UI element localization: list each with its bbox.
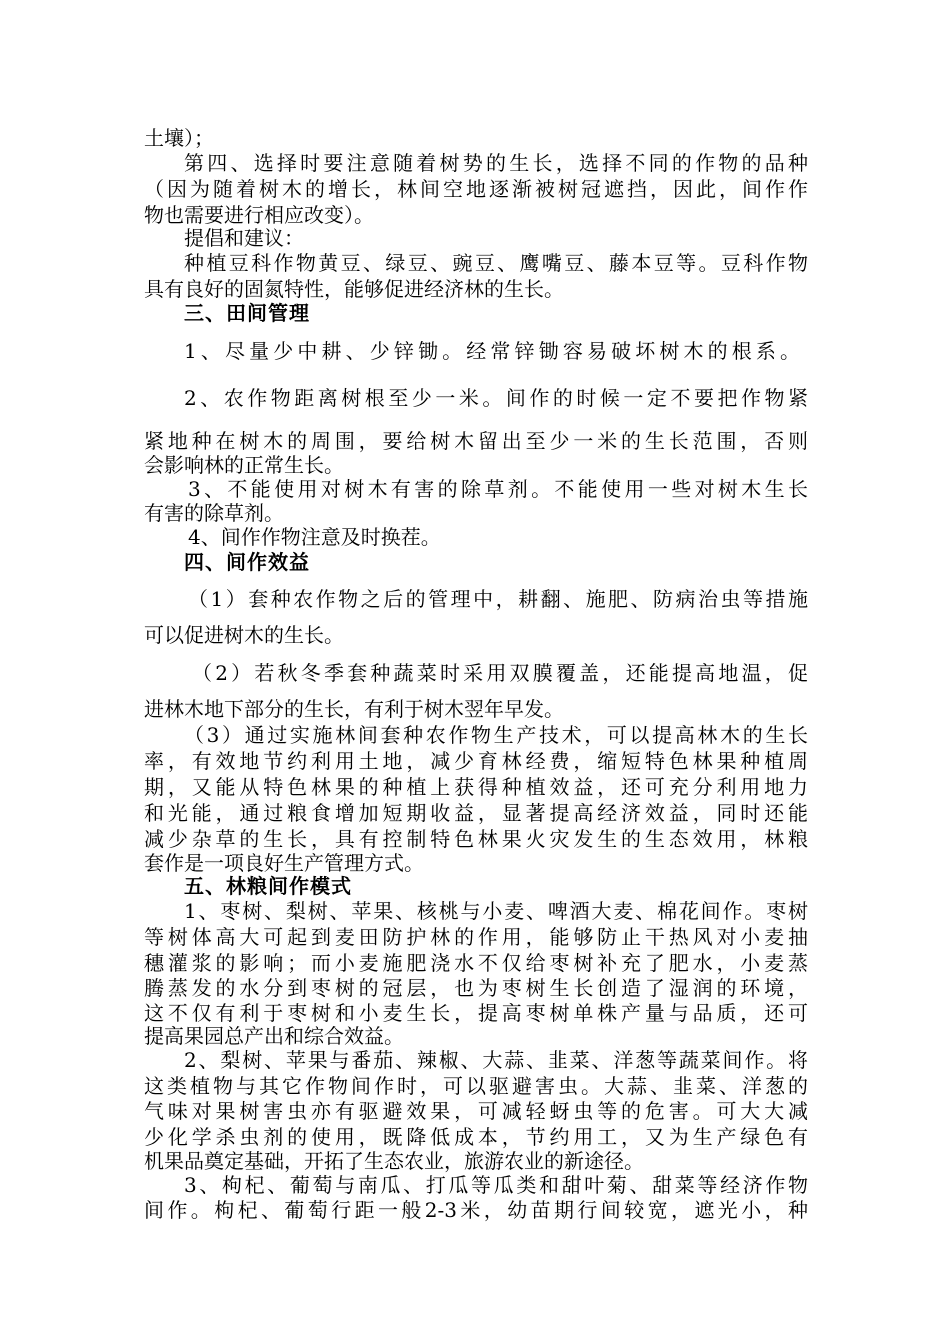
benefit-2-line-2: 进林木地下部分的生长，有利于树木翌年早发。: [144, 697, 564, 721]
section-heading-forest-grain-modes: 五、林粮间作模式: [184, 874, 352, 898]
benefit-2-line-1: （2）若秋冬季套种蔬菜时采用双膜覆盖，还能提高地温，促: [192, 661, 808, 685]
benefit-1-line-2: 可以促进树木的生长。: [144, 623, 344, 647]
benefit-3-line-5: 减少杂草的生长，具有控制特色林果火灾发生的生态效用，林粮: [144, 827, 808, 851]
benefit-3-line-2: 率，有效地节约利用土地，减少育林经费，缩短特色林果种植周: [144, 749, 808, 773]
management-item-2-line-3: 会影响林的正常生长。: [144, 453, 344, 477]
mode-1-line-2: 等树体高大可起到麦田防护林的作用，能够防止干热风对小麦抽: [144, 925, 808, 949]
management-item-3-line-2: 有害的除草剂。: [144, 501, 284, 525]
management-item-2-line-1: 2、农作物距离树根至少一米。间作的时候一定不要把作物紧: [184, 386, 808, 410]
benefit-3-line-1: （3）通过实施林间套种农作物生产技术，可以提高林木的生长: [184, 723, 808, 747]
mode-2-line-2: 这类植物与其它作物间作时，可以驱避害虫。大蒜、韭菜、洋葱的: [144, 1074, 808, 1098]
management-item-1: 1、尽量少中耕、少锌锄。经常锌锄容易破坏树木的根系。: [184, 339, 800, 363]
paragraph-fourth-line-1: 第四、选择时要注意随着树势的生长，选择不同的作物的品种: [184, 151, 808, 175]
benefit-3-line-4: 和光能，通过粮食增加短期收益，显著提高经济效益，同时还能: [144, 801, 808, 825]
paragraph-advice-line-1: 种植豆科作物黄豆、绿豆、豌豆、鹰嘴豆、藤本豆等。豆科作物: [184, 251, 808, 275]
mode-1-line-6: 提高果园总产出和综合效益。: [144, 1024, 404, 1048]
mode-1-line-1: 1、枣树、梨树、苹果、核桃与小麦、啤酒大麦、棉花间作。枣树: [184, 899, 808, 923]
mode-3-line-2: 间作。枸杞、葡萄行距一般2-3米，幼苗期行间较宽，遮光小，种: [144, 1198, 808, 1222]
mode-2-line-1: 2、梨树、苹果与番茄、辣椒、大蒜、韭菜、洋葱等蔬菜间作。将: [184, 1048, 808, 1072]
benefit-1-line-1: （1）套种农作物之后的管理中，耕翻、施肥、防病治虫等措施: [188, 587, 808, 611]
management-item-3-line-1: 3、不能使用对树木有害的除草剂。不能使用一些对树木生长: [188, 477, 808, 501]
benefit-3-line-6: 套作是一项良好生产管理方式。: [144, 851, 424, 875]
paragraph-advice-line-2: 具有良好的固氮特性，能够促进经济林的生长。: [144, 277, 564, 301]
paragraph-fourth-line-3: 物也需要进行相应改变）。: [144, 203, 374, 227]
mode-1-line-4: 腾蒸发的水分到枣树的冠层，也为枣树生长创造了湿润的环境，: [144, 976, 808, 1000]
benefit-3-line-3: 期，又能从特色林果的种植上获得种植效益，还可充分利用地力: [144, 775, 808, 799]
mode-3-line-1: 3、枸杞、葡萄与南瓜、打瓜等瓜类和甜叶菊、甜菜等经济作物: [184, 1173, 808, 1197]
advice-title: 提倡和建议：: [184, 226, 304, 250]
section-heading-intercrop-benefits: 四、间作效益: [184, 550, 310, 574]
mode-1-line-3: 穗灌浆的影响；而小麦施肥浇水不仅给枣树补充了肥水，小麦蒸: [144, 951, 808, 975]
management-item-4: 4、间作作物注意及时换茬。: [188, 525, 441, 549]
paragraph-fourth-line-2: （因为随着树木的增长，林间空地逐渐被树冠遮挡，因此，间作作: [144, 177, 808, 201]
management-item-2-line-2: 紧地种在树木的周围，要给树木留出至少一米的生长范围，否则: [144, 429, 808, 453]
mode-2-line-4: 少化学杀虫剂的使用，既降低成本，节约用工，又为生产绿色有: [144, 1125, 808, 1149]
paragraph-soil-tail-line-1: 土壤）；: [144, 126, 214, 150]
section-heading-field-management: 三、田间管理: [184, 301, 310, 325]
mode-2-line-5: 机果品奠定基础，开拓了生态农业，旅游农业的新途径。: [144, 1149, 644, 1173]
mode-2-line-3: 气味对果树害虫亦有驱避效果，可减轻蚜虫等的危害。可大大减: [144, 1099, 808, 1123]
mode-1-line-5: 这不仅有利于枣树和小麦生长，提高枣树单株产量与品质，还可: [144, 1001, 808, 1025]
